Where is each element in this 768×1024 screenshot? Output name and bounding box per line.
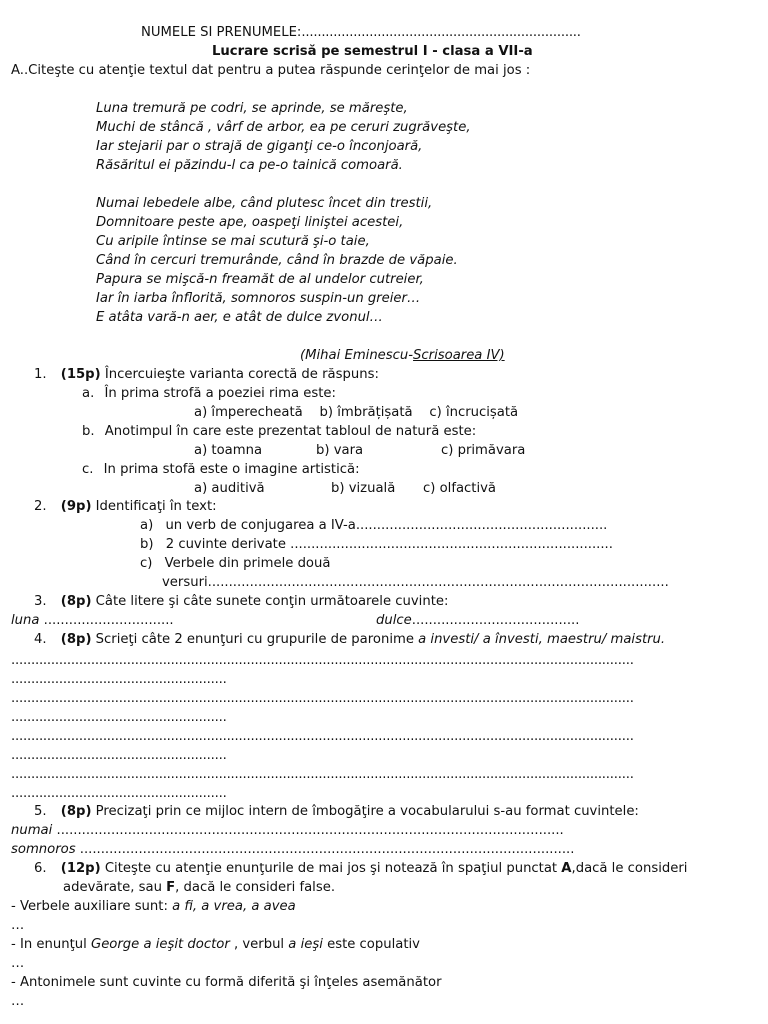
question-text: Încercuieşte varianta corectă de răspuns: (100, 367, 379, 382)
answer-line[interactable]: ............................................................................................................................................................ (11, 691, 634, 706)
question-text: , dacă le consideri false. (175, 880, 336, 895)
answer-line[interactable]: ............................................................................................................................................................ (11, 767, 634, 782)
answer-line[interactable]: ............................................................................................................................................................ (11, 729, 634, 744)
question-4 (34, 630, 665, 649)
name-label: NUMELE SI PRENUMELE: (141, 25, 302, 40)
question-points: (8p) (60, 594, 92, 609)
word-luna: luna (11, 613, 40, 628)
false-marker: F (166, 880, 176, 895)
question-5 (34, 802, 639, 821)
question-text: Scrieţi câte 2 enunţuri cu grupurile de paronime (91, 632, 419, 647)
item-text: In prima stofă este o imagine artistică: (103, 462, 360, 477)
question-1a (82, 384, 336, 403)
answer-option[interactable]: c) primăvara (441, 443, 526, 458)
poem-line: Cu aripile întinse se mai scutură şi-o taie, (96, 234, 370, 249)
poem-work: Scrisoarea IV) (413, 348, 505, 363)
question-number: 3. (34, 594, 47, 609)
answer-option[interactable]: a) toamna (194, 443, 263, 458)
question-2b[interactable] (140, 535, 613, 554)
page-title: Lucrare scrisă pe semestrul I - clasa a VII-a (212, 44, 533, 59)
statement-italic: a ieşi (288, 937, 323, 952)
item-text: În prima strofă a poeziei rima este: (104, 386, 336, 401)
name-line (141, 23, 581, 42)
true-marker: A (561, 861, 572, 876)
item-text: 2 cuvinte derivate ............................................................................. (165, 537, 613, 552)
question-2 (34, 497, 217, 516)
question-points: (9p) (60, 499, 92, 514)
poem-line: Domnitoare peste ape, oaspeţi liniştei acestei, (96, 215, 404, 230)
question-3 (34, 592, 448, 611)
question-number: 4. (34, 632, 47, 647)
statement-text: , verbul (229, 937, 289, 952)
question-points: (8p) (60, 632, 92, 647)
blank-dots: ...................................................................................................................... (75, 842, 575, 857)
answer-blank[interactable]: … (11, 956, 25, 971)
statement-italic: a fi, a vrea, a avea (172, 899, 296, 914)
question-6 (34, 859, 687, 878)
question-1a-options[interactable]: a) împerecheată b) îmbrățișată c) încrucișată (194, 405, 519, 420)
question-2a[interactable] (140, 516, 607, 535)
question-1 (34, 365, 379, 384)
answer-line[interactable]: ...................................................... (11, 672, 227, 687)
poem-line: Papura se mişcă-n freamăt de al undelor cutreier, (96, 272, 424, 287)
answer-blank-somnoros[interactable] (11, 840, 574, 859)
word-dulce: dulce (376, 613, 412, 628)
instruction-text: A..Citeşte cu atenţie textul dat pentru a putea răspunde cerinţelor de mai jos : (11, 63, 531, 78)
blank-dots: ........................................ (411, 613, 580, 628)
item-text: un verb de conjugarea a IV-a............................................................ (165, 518, 608, 533)
question-number: 2. (34, 499, 47, 514)
question-text: Precizaţi prin ce mijloc intern de îmbogăţire a vocabularului s-au format cuvintele: (91, 804, 639, 819)
poem-author: (Mihai Eminescu- (300, 348, 414, 363)
blank-dots: ......................................................................................................................... (52, 823, 564, 838)
poem-line: Iar în iarba înflorită, somnoros suspin-un greier… (96, 291, 421, 306)
statement-text: este copulativ (322, 937, 420, 952)
question-1b (82, 422, 476, 441)
item-letter: a. (82, 386, 95, 401)
question-text: Identificaţi în text: (91, 499, 217, 514)
answer-line[interactable]: ............................................................................................................................................................ (11, 653, 634, 668)
question-number: 1. (34, 367, 47, 382)
question-number: 6. (34, 861, 47, 876)
poem-line: E atâta vară-n aer, e atât de dulce zvonul… (96, 310, 383, 325)
answer-blank-luna[interactable] (11, 611, 174, 630)
question-text-cont: ,dacă le consideri (571, 861, 688, 876)
answer-option[interactable]: b) vara (316, 443, 364, 458)
answer-line[interactable]: ...................................................... (11, 748, 227, 763)
poem-source (300, 346, 505, 365)
item-letter: c) (140, 556, 153, 571)
item-letter: a) (140, 518, 154, 533)
word-somnoros: somnoros (11, 842, 76, 857)
answer-option[interactable]: b) vizuală (331, 481, 396, 496)
item-text: Verbele din primele două (164, 556, 331, 571)
statement-3: - Antonimele sunt cuvinte cu formă diferită şi înţeles asemănător (11, 975, 442, 990)
item-letter: b) (140, 537, 154, 552)
question-number: 5. (34, 804, 47, 819)
poem-line: Numai lebedele albe, când plutesc încet din trestii, (96, 196, 433, 211)
poem-line: Când în cercuri tremurânde, când în brazde de văpaie. (96, 253, 458, 268)
statement-italic: George a ieşit doctor (90, 937, 230, 952)
answer-option[interactable]: a) auditivă (194, 481, 265, 496)
answer-blank[interactable]: … (11, 994, 25, 1009)
statement-text: - Verbele auxiliare sunt: (11, 899, 173, 914)
statement-text: - In enunţul (11, 937, 91, 952)
question-points: (15p) (60, 367, 101, 382)
question-text: Citeşte cu atenţie enunţurile de mai jos şi notează în spaţiul punctat (100, 861, 562, 876)
item-letter: c. (82, 462, 94, 477)
poem-line: Muchi de stâncă , vârf de arbor, ea pe ceruri zugrăveşte, (96, 120, 471, 135)
word-numai: numai (11, 823, 53, 838)
answer-blank-dulce[interactable] (376, 611, 579, 630)
question-6-line-2 (63, 878, 335, 897)
answer-option[interactable]: c) olfactivă (423, 481, 497, 496)
poem-line: Iar stejarii par o strajă de giganţi ce-o înconjoară, (96, 139, 423, 154)
item-letter: b. (82, 424, 95, 439)
question-points: (8p) (60, 804, 92, 819)
poem-line: Răsăritul ei păzindu-l ca pe-o tainică comoară. (96, 158, 403, 173)
question-text: Câte litere şi câte sunete conţin următoarele cuvinte: (91, 594, 449, 609)
blank-dots: ............................... (39, 613, 174, 628)
answer-blank[interactable]: … (11, 918, 25, 933)
question-2c (140, 554, 330, 573)
item-text: Anotimpul în care este prezentat tabloul de natură este: (104, 424, 477, 439)
paronym-pairs: a investi/ a învesti, maestru/ maistru. (418, 632, 666, 647)
answer-line[interactable]: ...................................................... (11, 710, 227, 725)
question-points: (12p) (60, 861, 101, 876)
statement-2 (11, 935, 420, 954)
question-2c-blank[interactable]: versuri.............................................................................................................. (162, 575, 669, 590)
question-text: adevărate, sau (63, 880, 167, 895)
answer-blank-numai[interactable] (11, 821, 564, 840)
answer-line[interactable]: ...................................................... (11, 786, 227, 801)
question-1c (82, 460, 360, 479)
poem-line: Luna tremură pe codri, se aprinde, se măreşte, (96, 101, 408, 116)
statement-1 (11, 897, 296, 916)
name-blank[interactable]: ...................................................................... (301, 25, 581, 40)
